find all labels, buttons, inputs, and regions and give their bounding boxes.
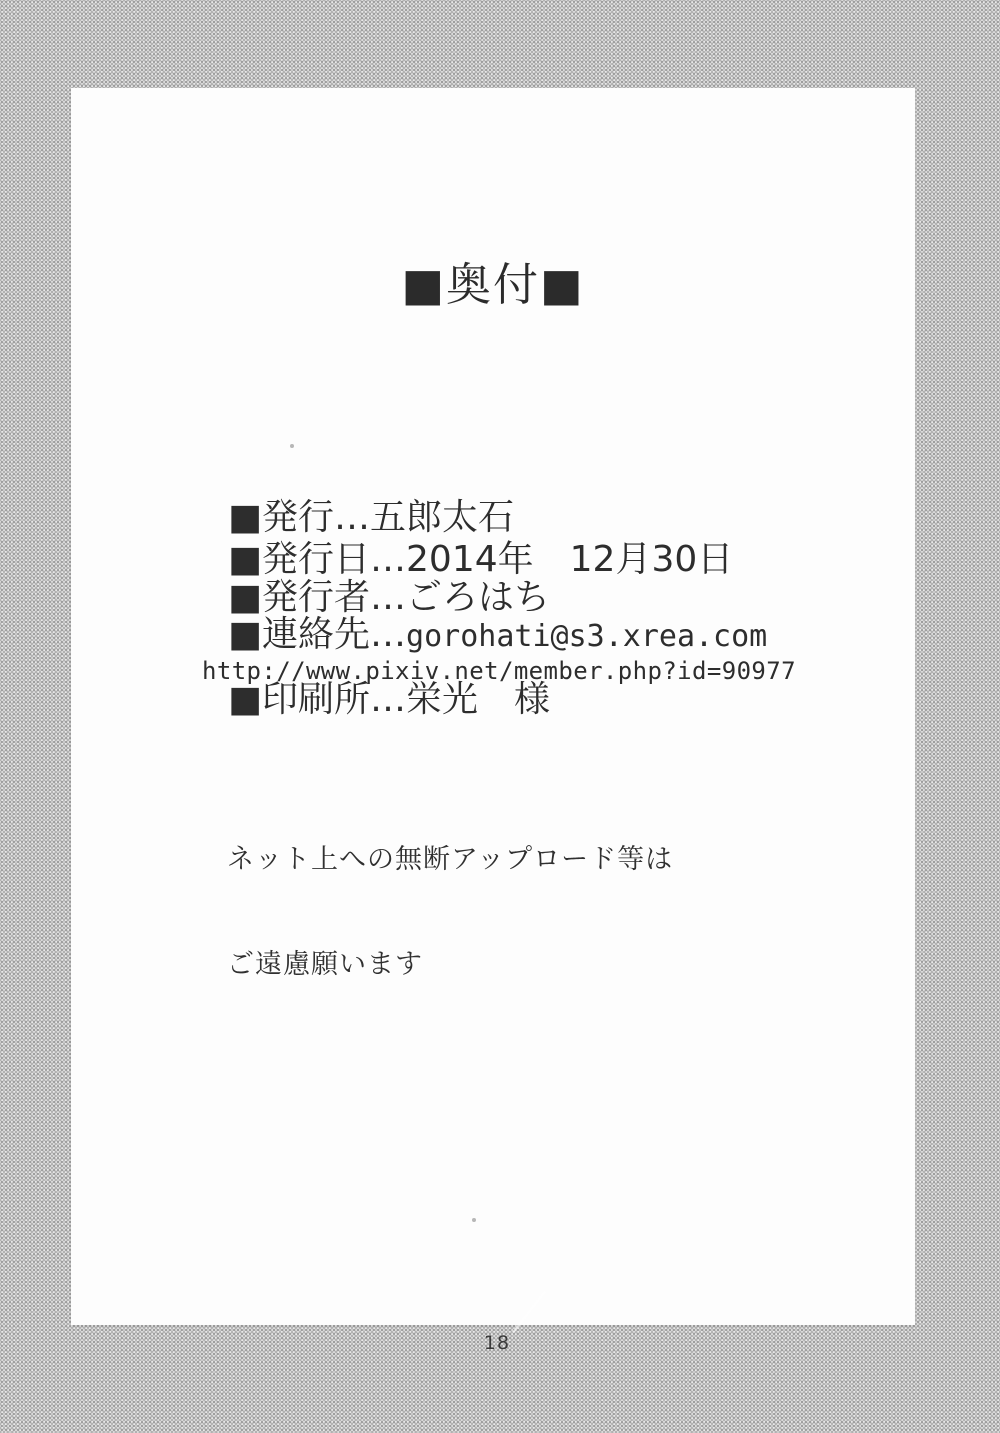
colophon-line-author: ■発行者…ごろはち	[228, 577, 551, 618]
upload-notice-line-2: ご遠慮願います	[227, 949, 423, 980]
contact-label: ■連絡先…	[228, 614, 407, 655]
paper-sheet	[71, 88, 915, 1325]
colophon-line-printer: ■印刷所…栄光 様	[228, 679, 551, 720]
upload-notice	[227, 772, 673, 1052]
colophon-line-pixiv-url: http://www.pixiv.net/member.php?id=90977	[202, 657, 796, 685]
contact-email-text: gorohati@s3.xrea.com	[406, 619, 768, 654]
page-number: 18	[483, 1332, 511, 1354]
upload-notice-line-1: ネット上への無断アップロード等は	[227, 844, 674, 875]
colophon-title: ■奥付■	[401, 258, 585, 311]
colophon-line-publish-date: ■発行日…2014年 12月30日	[228, 539, 734, 580]
colophon-line-publisher: ■発行…五郎太石	[228, 497, 515, 538]
scan-speck	[472, 1218, 476, 1222]
scan-speck	[290, 444, 294, 448]
